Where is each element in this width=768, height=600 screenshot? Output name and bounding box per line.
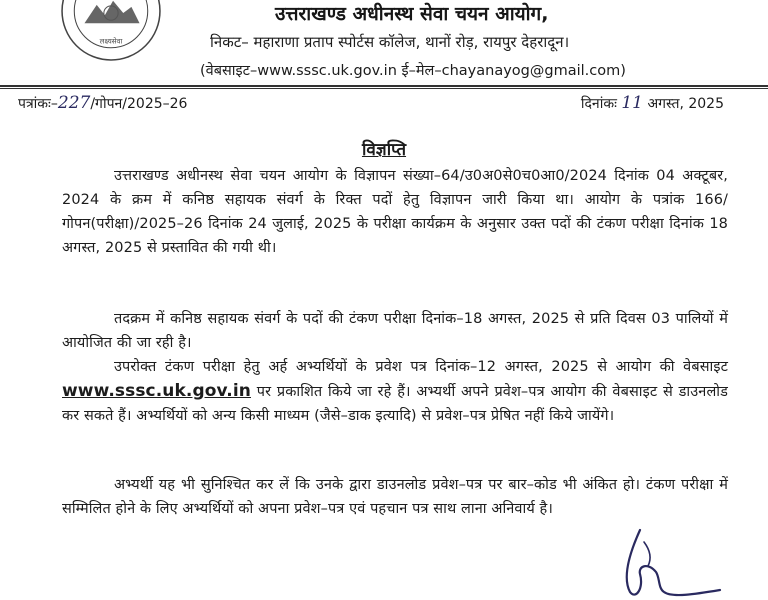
paragraph-4-text: अभ्यर्थी यह भी सुनिश्चित कर लें कि उनके द्वारा डाउनलोड प्रवेश–पत्र पर बार–कोड भी अंकित हो। टंकण परीक्षा में सम्मिलित होने के लिए अभ्यर्थियों को अपना प्रवेश–पत्र एवं पहचान पत्र साथ लाना अनिवार्य है। bbox=[62, 477, 728, 517]
paragraph-1-text: उत्तराखण्ड अधीनस्थ सेवा चयन आयोग के विज्ञापन संख्या–64/उ0अ0से0च0आ0/2024 दिनांक 04 अक्टूबर, 2024 के क्रम में कनिष्ठ सहायक संवर्ग के रिक्त पदों हेतु विज्ञापन जारी किया था। आयोग के पत्रांक 166/गोपन(परीक्षा)/2025–26 दिनांक 24 जुलाई, 2025 के परीक्षा कार्यक्रम के अनुसार उक्त पदों की टंकण परीक्षा दिनांक 18 अगस्त, 2025 से प्रस्तावित की गयी थी। bbox=[62, 168, 728, 256]
paragraph-2-text: तदक्रम में कनिष्ठ सहायक संवर्ग के पदों की टंकण परीक्षा दिनांक–18 अगस्त, 2025 से प्रति दिवस 03 पालियों में आयोजित की जा रही है। bbox=[62, 311, 728, 351]
reference-suffix: /गोपन/2025–26 bbox=[90, 96, 188, 112]
paragraph-3-text-before: उपरोक्त टंकण परीक्षा हेतु अर्ह अभ्यर्थियों के प्रवेश पत्र दिनांक–12 अगस्त, 2025 से आयोग की वेबसाइट bbox=[114, 359, 728, 375]
website-link[interactable]: www.sssc.uk.gov.in bbox=[62, 381, 251, 401]
notice-paragraph-1 bbox=[62, 164, 728, 260]
commission-seal-logo bbox=[60, 0, 162, 62]
notice-paragraph-3 bbox=[62, 355, 728, 428]
reference-number bbox=[18, 93, 187, 113]
notice-paragraph-2 bbox=[62, 307, 728, 355]
date-label: दिनांकः bbox=[580, 96, 617, 112]
letter-date bbox=[581, 93, 724, 113]
organization-contact: (वेबसाइट–www.sssc.uk.gov.in ई–मेल–chayanayog@gmail.com) bbox=[200, 63, 626, 79]
reference-label: पत्रांकः– bbox=[18, 96, 58, 112]
header-divider-thin bbox=[0, 88, 768, 89]
header-divider bbox=[0, 85, 768, 87]
organization-address: निकट– महाराणा प्रताप स्पोर्टस कॉलेज, थानों रोड़, रायपुर देहरादून। bbox=[210, 33, 570, 51]
organization-title: उत्तराखण्ड अधीनस्थ सेवा चयन आयोग, bbox=[275, 3, 549, 25]
reference-handwritten-number: 227 bbox=[57, 93, 91, 113]
paragraph-3-text-after: पर प्रकाशित किये जा रहे हैं। अभ्यर्थी अपने प्रवेश–पत्र आयोग की वेबसाइट से डाउनलोड कर सकते हैं। अभ्यर्थियों को अन्य किसी माध्यम (जैसे–डाक इत्यादि) से प्रवेश–पत्र प्रेषित नहीं किये जायेंगे। bbox=[62, 384, 728, 424]
date-month-year: अगस्त, 2025 bbox=[647, 96, 724, 112]
date-handwritten-day: 11 bbox=[621, 93, 643, 113]
svg-text:लक्ष्यसेवा: लक्ष्यसेवा bbox=[99, 36, 123, 46]
notice-paragraph-4 bbox=[62, 473, 728, 521]
handwritten-signature bbox=[600, 522, 740, 600]
notice-heading: विज्ञप्ति bbox=[361, 140, 407, 160]
